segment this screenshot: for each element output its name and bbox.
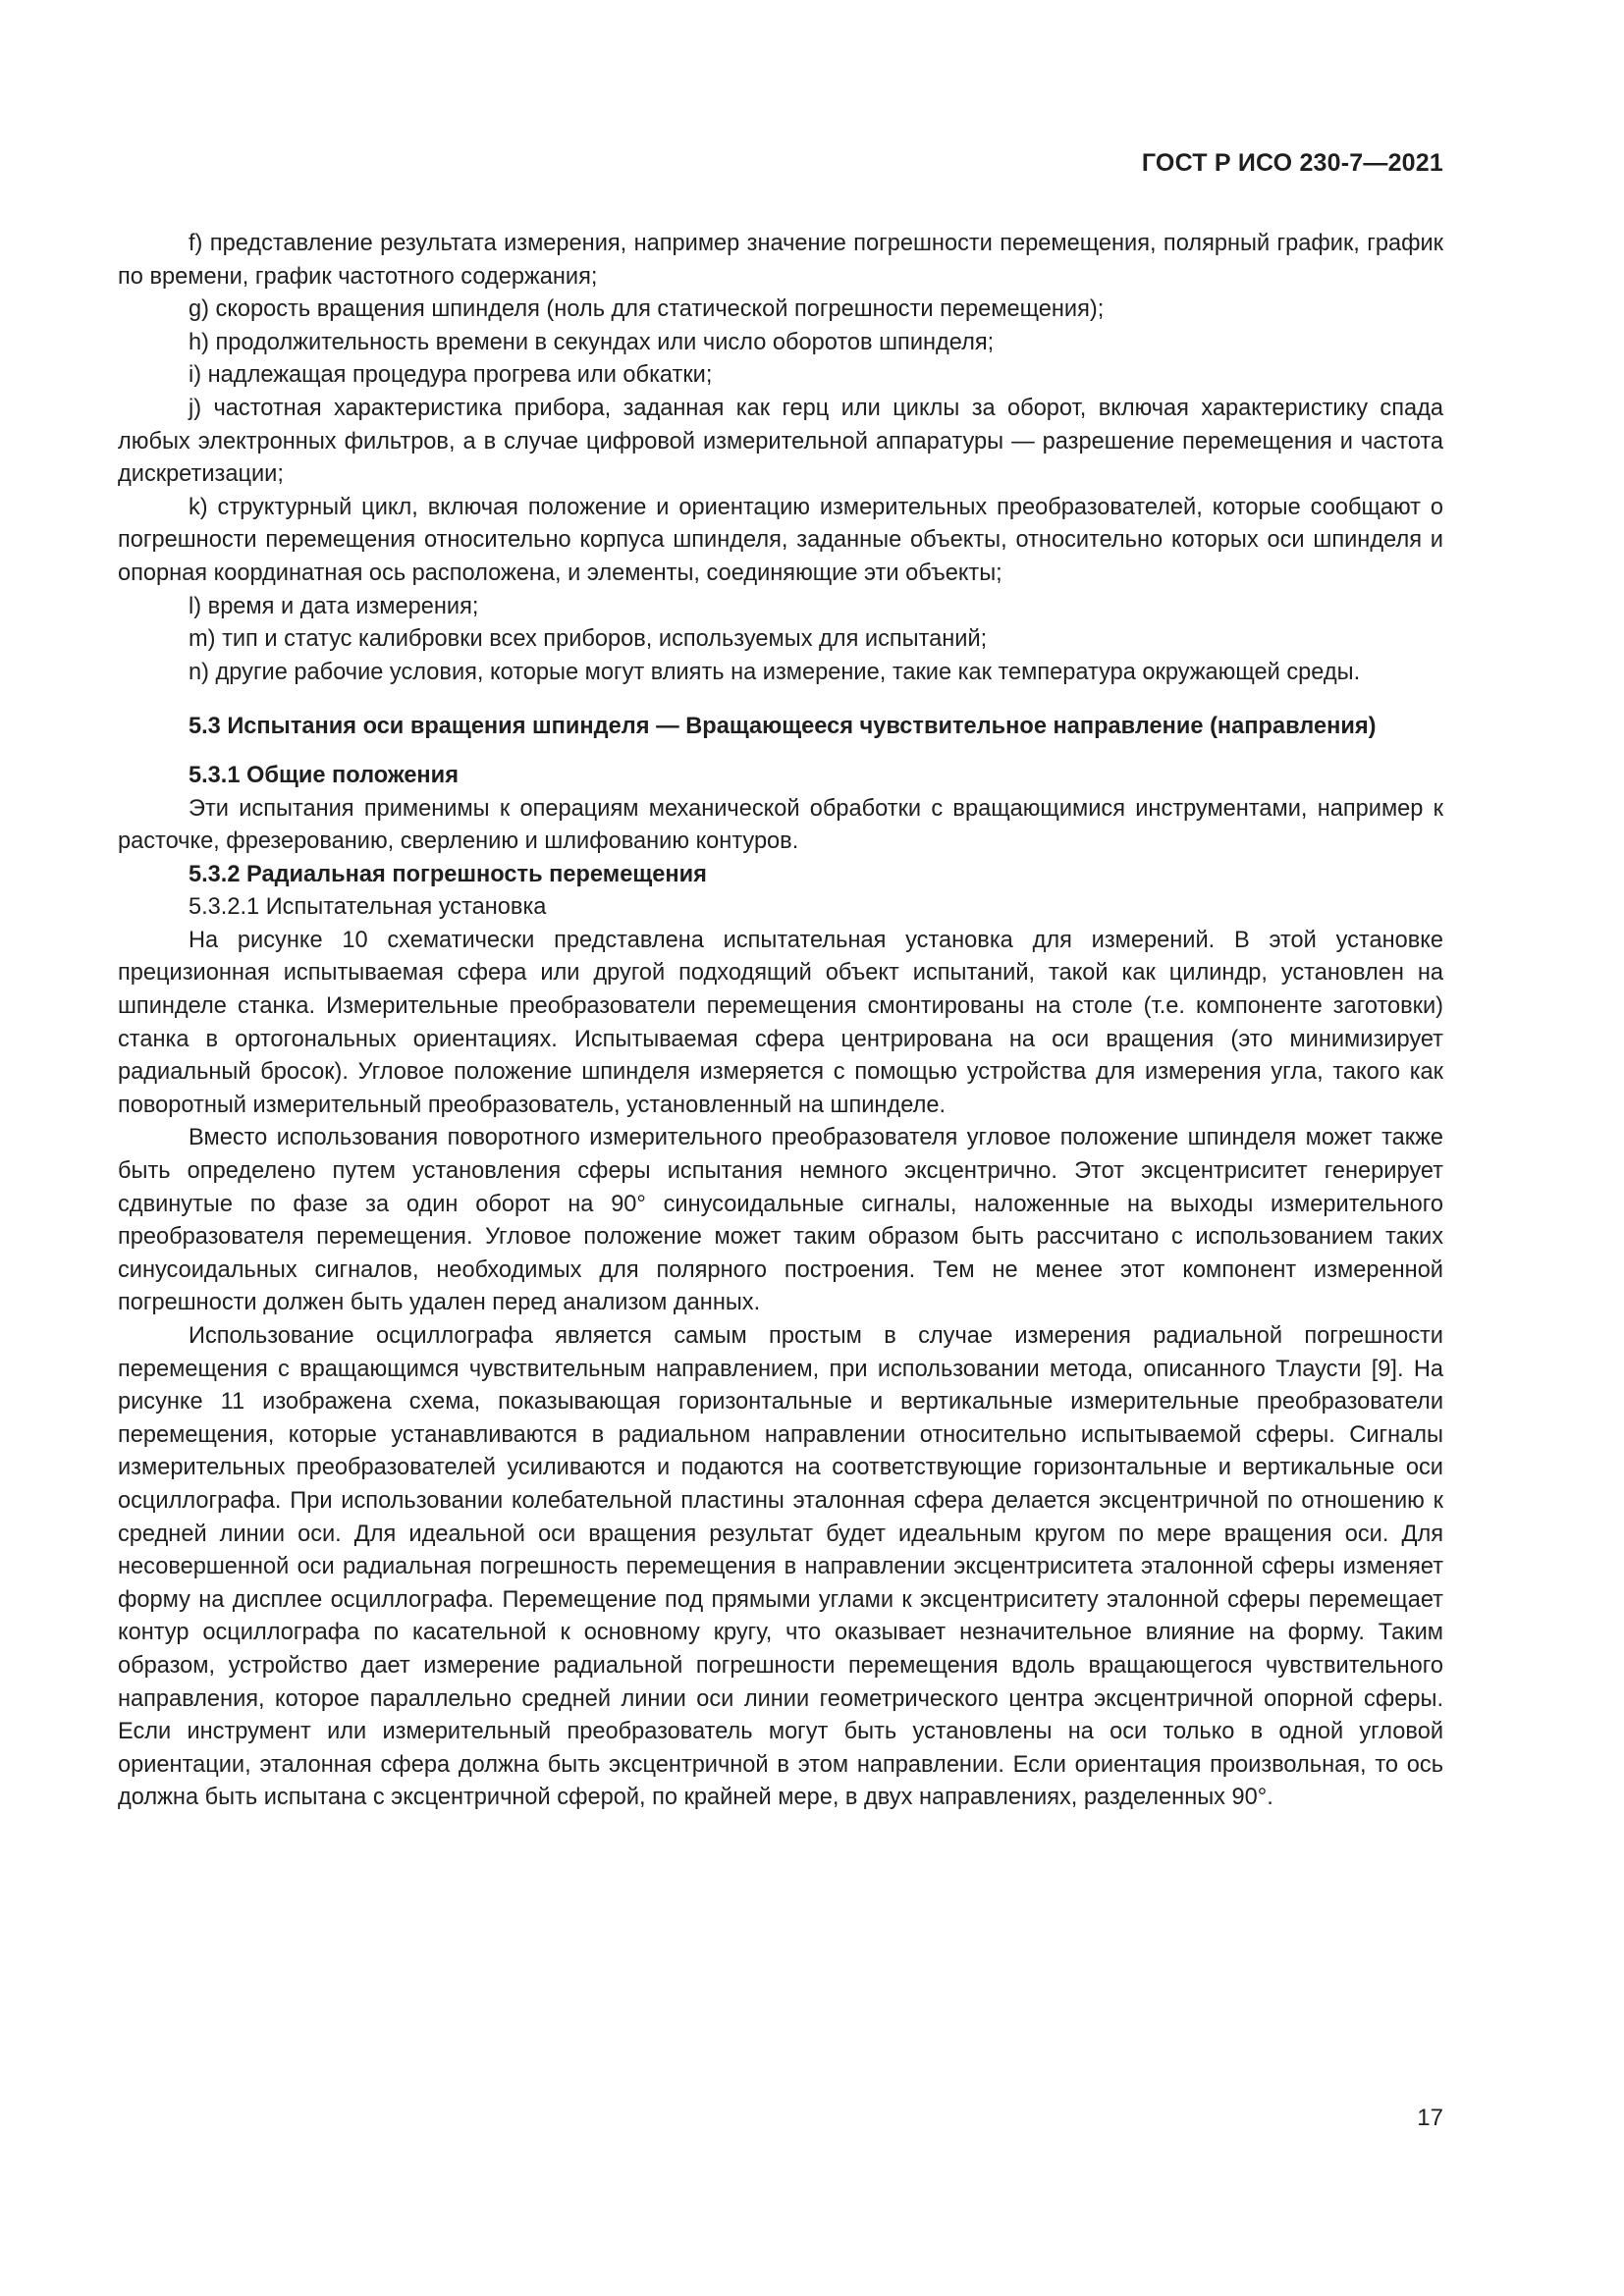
list-item-k: k) структурный цикл, включая положение и ориентацию измерительных преобразователей, которые сообщают о погрешности перемещения относительно корпуса шпинделя, заданные объекты, относительно которых оси шпинделя и опорная координатная ось расположена, и элементы, соединяющие эти объекты; bbox=[118, 494, 1443, 586]
list-item-m: m) тип и статус калибровки всех приборов, используемых для испытаний; bbox=[189, 626, 988, 653]
paragraph-oscilloscope: Использование осциллографа является самым простым в случае измерения радиальной погрешности перемещения с вращающимся чувствительным направлением, при использовании метода, описанного Тлаусти [9]. На рисунке 11 изображена схема, показывающая горизонтальные и вертикальные измерительные преобразователи перемещения, которые устанавливаются в радиальном направлении относительно испытываемой сферы. Сигналы измерительных преобразователей усиливаются и подаются на соответствующие горизонтальные и вертикальные оси осциллографа. При использовании колебательной пластины эталонная сфера делается эксцентричной по отношению к средней линии оси. Для идеальной оси вращения результат будет идеальным кругом по мере вращения оси. Для несовершенной оси радиальная погрешность перемещения в направлении эксцентриситета эталонной сферы изменяет форму на дисплее осциллографа. Перемещение под прямыми углами к эксцентриситету эталонной сферы перемещает контур осциллографа по касательной к основному кругу, что оказывает незначительное влияние на форму. Таким образом, устройство дает измерение радиальной погрешности перемещения вдоль вращающегося чувствительного направления, которое параллельно средней линии оси линии геометрического центра эксцентричной опорной сферы. Если инструмент или измерительный преобразователь могут быть установлены на оси только в одной угловой ориентации, эталонная сфера должна быть эксцентричной в этом направлении. Если ориентация произвольная, то ось должна быть испытана с эксцентричной сферой, по крайней мере, в двух направлениях, разделенных 90°. bbox=[118, 1323, 1443, 1811]
list-item-l: l) время и дата измерения; bbox=[189, 593, 479, 619]
section-heading-5-3-2-1: 5.3.2.1 Испытательная установка bbox=[189, 894, 547, 921]
section-heading-5-3-2: 5.3.2 Радиальная погрешность перемещения bbox=[189, 861, 707, 887]
section-5-3-1-text: Эти испытания применимы к операциям механической обработки с вращающимися инструментами, например к расточке, фрезерованию, сверлению и шлифованию контуров. bbox=[118, 795, 1443, 855]
list-item-g: g) скорость вращения шпинделя (ноль для статической погрешности перемещения); bbox=[189, 296, 1105, 323]
paragraph-angular-position: Вместо использования поворотного измерительного преобразователя угловое положение шпинделя может также быть определено путем установления сферы испытания немного эксцентрично. Этот эксцентриситет генерирует сдвинутые по фазе за один оборот на 90° синусоидальные сигналы, наложенные на выходы измерительного преобразователя перемещения. Угловое положение может таким образом быть рассчитано с использованием таких синусоидальных сигналов, необходимых для полярного построения. Тем не менее этот компонент измеренной погрешности должен быть удален перед анализом данных. bbox=[118, 1125, 1443, 1316]
document-body bbox=[118, 228, 1443, 1815]
list-item-j: j) частотная характеристика прибора, заданная как герц или циклы за оборот, включая характеристику спада любых электронных фильтров, а в случае цифровой измерительной аппаратуры — разрешение перемещения и частота дискретизации; bbox=[118, 395, 1443, 488]
paragraph-test-setup: На рисунке 10 схематически представлена испытательная установка для измерений. В этой установке прецизионная испытываемая сфера или другой подходящий объект испытаний, такой как цилиндр, установлен на шпинделе станка. Измерительные преобразователи перемещения смонтированы на столе (т.е. компоненте заготовки) станка в ортогональных ориентациях. Испытываемая сфера центрирована на оси вращения (это минимизирует радиальный бросок). Угловое положение шпинделя измеряется с помощью устройства для измерения угла, такого как поворотный измерительный преобразователь, установленный на шпинделе. bbox=[118, 927, 1443, 1118]
page-header-standard: ГОСТ Р ИСО 230-7—2021 bbox=[1141, 149, 1443, 177]
list-item-f: f) представление результата измерения, например значение погрешности перемещения, полярный график, график по времени, график частотного содержания; bbox=[118, 231, 1443, 290]
section-heading-5-3-1: 5.3.1 Общие положения bbox=[189, 762, 459, 788]
section-heading-5-3: 5.3 Испытания оси вращения шпинделя — Вращающееся чувствительное направление (направления) bbox=[189, 714, 1377, 740]
list-item-h: h) продолжительность времени в секундах или число оборотов шпинделя; bbox=[189, 329, 995, 355]
page-number: 17 bbox=[1417, 2105, 1443, 2131]
list-item-i: i) надлежащая процедура прогрева или обкатки; bbox=[189, 362, 713, 389]
list-item-n: n) другие рабочие условия, которые могут влиять на измерение, такие как температура окружающей среды. bbox=[189, 659, 1361, 685]
